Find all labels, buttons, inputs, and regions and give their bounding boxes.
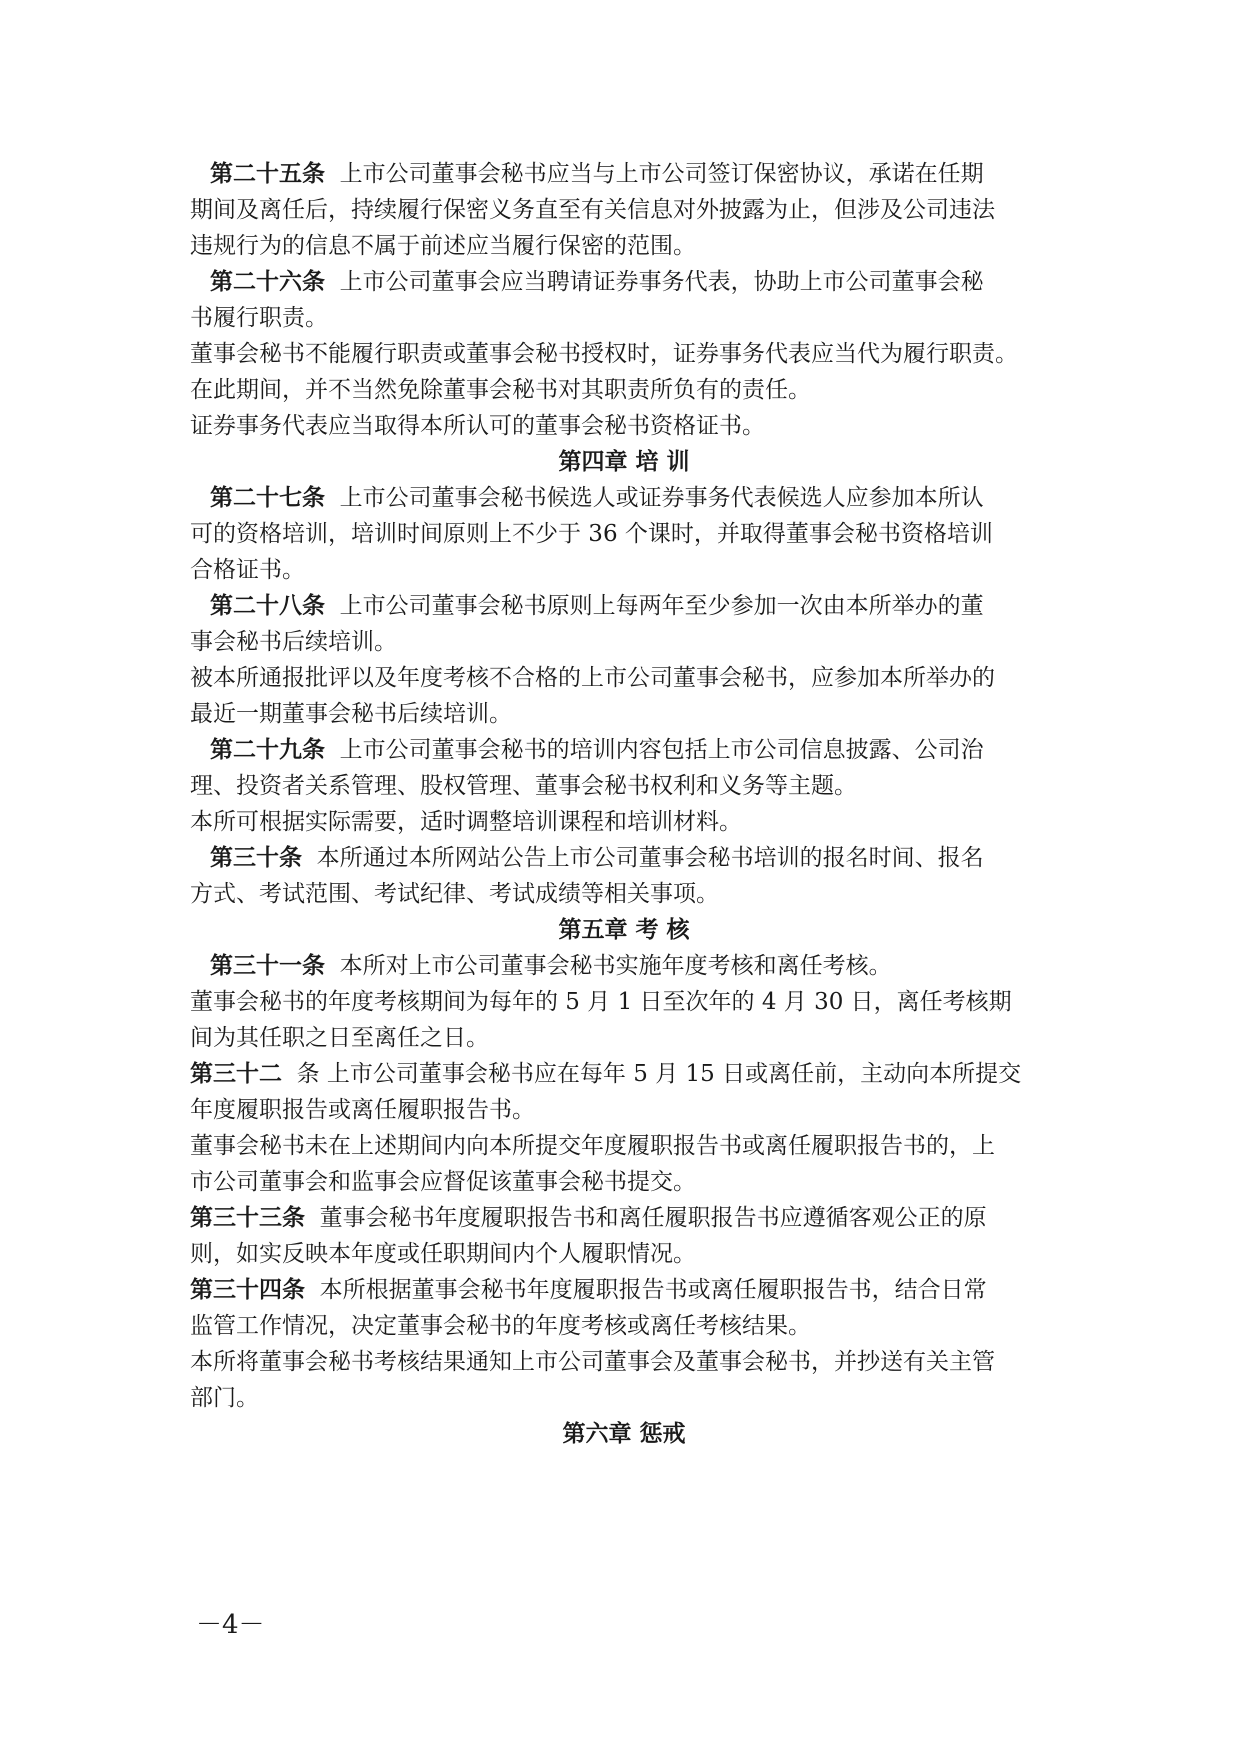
paragraph-line [190,228,1058,264]
article-line [190,1272,1058,1308]
line-text: 监管工作情况，决定董事会秘书的年度考核或离任考核结果。 [190,1313,811,1339]
chapter-heading: 第五章 考 核 [558,916,690,943]
article-number: 第三十二 [190,1060,282,1087]
line-text: 方式、考试范围、考试纪律、考试成绩等相关事项。 [190,881,719,907]
paragraph-line [190,768,1058,804]
article-number: 第三十四条 [190,1276,305,1303]
paragraph-line [190,192,1058,228]
document-body [190,156,1058,1452]
article-line [190,948,1058,984]
article-line [190,156,1058,192]
article-line [190,1056,1058,1092]
paragraph-line [190,408,1058,444]
line-text: 最近一期董事会秘书后续培训。 [190,701,512,727]
line-text: 董事会秘书年度履职报告书和离任履职报告书应遵循客观公正的原 [319,1205,987,1231]
article-gap [305,1205,320,1231]
paragraph-line [190,372,1058,408]
line-text: 本所通过本所网站公告上市公司董事会秘书培训的报名时间、报名 [316,845,984,871]
line-text: 理、投资者关系管理、股权管理、董事会秘书权利和义务等主题。 [190,773,857,799]
article-number: 第二十七条 [210,484,325,511]
paragraph-line [190,1236,1058,1272]
paragraph-line [190,624,1058,660]
article-gap [325,161,340,187]
paragraph-line [190,1164,1058,1200]
article-line [190,732,1058,768]
line-text: 在此期间，并不当然免除董事会秘书对其职责所负有的责任。 [190,377,811,403]
page-number: －4－ [196,1610,265,1640]
line-text: 市公司董事会和监事会应督促该董事会秘书提交。 [190,1169,696,1195]
article-number: 第二十八条 [210,592,325,619]
line-text: 期间及离任后，持续履行保密义务直至有关信息对外披露为止，但涉及公司违法 [190,197,995,223]
line-text: 事会秘书后续培训。 [190,629,397,655]
line-text: 则，如实反映本年度或任职期间内个人履职情况。 [190,1241,696,1267]
article-line [190,480,1058,516]
line-text: 部门。 [190,1385,259,1411]
paragraph-line [190,300,1058,336]
article-line [190,1200,1058,1236]
article-line [190,840,1058,876]
article-number: 第三十一条 [210,952,325,979]
paragraph-line [190,696,1058,732]
article-number: 第二十九条 [210,736,325,763]
line-text: 上市公司董事会秘书应当与上市公司签订保密协议，承诺在任期 [339,161,984,187]
paragraph-line [190,876,1058,912]
chapter-heading: 第六章 惩戒 [562,1420,686,1447]
paragraph-line [190,1020,1058,1056]
article-gap [325,737,340,763]
paragraph-line [190,1092,1058,1128]
line-text: 合格证书。 [190,557,305,583]
line-text: 董事会秘书不能履行职责或董事会秘书授权时，证券事务代表应当代为履行职责。 [190,341,1018,367]
line-text: 本所根据董事会秘书年度履职报告书或离任履职报告书，结合日常 [319,1277,987,1303]
paragraph-line [190,804,1058,840]
paragraph-line [190,516,1058,552]
line-text: 书履行职责。 [190,305,328,331]
line-text: 本所对上市公司董事会秘书实施年度考核和离任考核。 [339,953,892,979]
paragraph-line [190,984,1058,1020]
line-text: 董事会秘书未在上述期间内向本所提交年度履职报告书或离任履职报告书的，上 [190,1133,995,1159]
paragraph-line [190,1344,1058,1380]
line-text: 上市公司董事会秘书的培训内容包括上市公司信息披露、公司治 [339,737,984,763]
article-line [190,264,1058,300]
paragraph-line [190,1128,1058,1164]
line-text: 证券事务代表应当取得本所认可的董事会秘书资格证书。 [190,413,765,439]
line-text: 年度履职报告或离任履职报告书。 [190,1097,535,1123]
article-number: 第二十六条 [210,268,325,295]
article-gap [302,845,317,871]
article-number: 第三十条 [210,844,302,871]
article-gap [325,593,340,619]
line-text: 间为其任职之日至离任之日。 [190,1025,489,1051]
line-text: 可的资格培训，培训时间原则上不少于 36 个课时，并取得董事会秘书资格培训 [190,521,993,547]
article-gap [282,1061,297,1087]
article-gap [325,485,340,511]
chapter-heading: 第四章 培 训 [558,448,690,475]
line-text: 本所可根据实际需要，适时调整培训课程和培训材料。 [190,809,742,835]
paragraph-line [190,336,1058,372]
paragraph-line [190,1308,1058,1344]
article-gap [305,1277,320,1303]
article-number: 第二十五条 [210,160,325,187]
paragraph-line [190,660,1058,696]
line-text: 本所将董事会秘书考核结果通知上市公司董事会及董事会秘书，并抄送有关主管 [190,1349,995,1375]
line-text: 被本所通报批评以及年度考核不合格的上市公司董事会秘书，应参加本所举办的 [190,665,995,691]
paragraph-line [190,1380,1058,1416]
line-text: 上市公司董事会应当聘请证券事务代表，协助上市公司董事会秘 [339,269,984,295]
line-text: 条 上市公司董事会秘书应在每年 5 月 15 日或离任前，主动向本所提交 [296,1061,1022,1087]
line-text: 上市公司董事会秘书候选人或证券事务代表候选人应参加本所认 [339,485,984,511]
line-text: 董事会秘书的年度考核期间为每年的 5 月 1 日至次年的 4 月 30 日，离任考核期 [190,989,1012,1015]
article-line [190,588,1058,624]
line-text: 上市公司董事会秘书原则上每两年至少参加一次由本所举办的董 [339,593,984,619]
line-text: 违规行为的信息不属于前述应当履行保密的范围。 [190,233,696,259]
article-number: 第三十三条 [190,1204,305,1231]
article-gap [325,953,340,979]
article-gap [325,269,340,295]
paragraph-line [190,552,1058,588]
